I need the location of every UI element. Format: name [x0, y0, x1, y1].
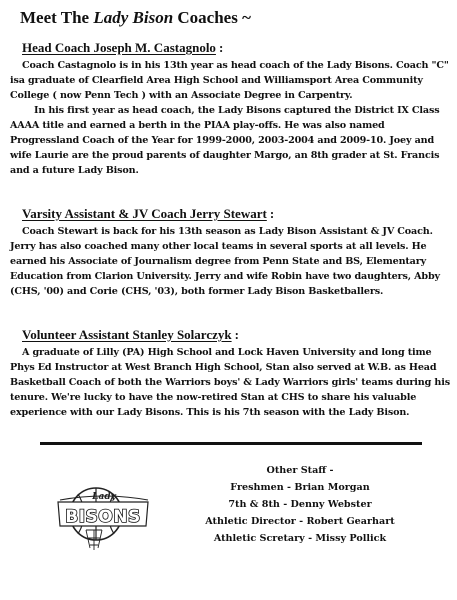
section-head-coach: [10, 40, 450, 178]
bio-paragraph: [10, 58, 450, 103]
section-heading: [22, 40, 450, 56]
section-volunteer-assistant: [10, 327, 450, 420]
bio-paragraph: [10, 103, 450, 178]
bio-paragraph: [10, 224, 450, 299]
other-staff-list: [170, 462, 430, 547]
title-italic: Lady Bison: [93, 8, 174, 27]
page-title: [20, 8, 251, 28]
logo-main-text: BISONS: [65, 507, 141, 527]
section-heading: [22, 327, 450, 343]
logo-script-text: Lady: [92, 492, 116, 502]
paragraph-text: In his first year as head coach, the Lady Bisons captured the District IX Class AAAA title and earned a berth in the PIAA play-offs. He was also named Progressland Coach of the Year for 1999-2000, 2003-2004 and 2009-10. Joey and wife Laurie are the proud parents of daughter Margo, an 8th grader at St. Francis and a future Lady Bison.: [10, 105, 440, 176]
other-staff-title: Other Staff -: [266, 465, 334, 476]
title-suffix: Coaches ~: [173, 8, 251, 27]
paragraph-text: Coach Castagnolo is in his 13th year as head coach of the Lady Bisons. Coach "C" isa graduate of Clearfield Area High School and Williamsport Area Community College ( now Penn Tech ) with an Associate Degree in Carpentry.: [10, 60, 449, 101]
bio-paragraph: [10, 345, 450, 420]
heading-colon: :: [218, 40, 224, 55]
heading-text: Volunteer Assistant Stanley Solarczyk: [22, 327, 232, 342]
staff-line: Athletic Scretary - Missy Pollick: [213, 533, 387, 544]
section-varsity-assistant: [10, 206, 450, 299]
staff-line: Athletic Director - Robert Gearhart: [205, 516, 395, 527]
heading-text: Head Coach Joseph M. Castagnolo: [22, 40, 216, 55]
paragraph-text: Coach Stewart is back for his 13th season as Lady Bison Assistant & JV Coach. Jerry has also coached many other local teams in several sports at all levels. He earned his Associate of Journalism degree from Penn State and BS, Elementary Education from Clarion University. Jerry and wife Robin have two daughters, Abby (CHS, '00) and Corie (CHS, '03), both former Lady Bison Basketballers.: [10, 226, 440, 297]
staff-line: 7th & 8th - Denny Webster: [228, 499, 372, 510]
paragraph-text: A graduate of Lilly (PA) High School and Lock Haven University and long time Phys Ed Instructor at West Branch High School, Stan also served at W.B. as Head Basketball Coach of both the Warriors boys' & Lady Warriors girls' teams during his tenure. We're lucky to have the now-retired Stan at CHS to share his valuable experience with our Lady Bisons. This is his 7th season with the Lady Bison.: [10, 347, 450, 418]
section-heading: [22, 206, 450, 222]
heading-colon: :: [269, 206, 275, 221]
divider-rule: [40, 442, 422, 445]
title-prefix: Meet The: [20, 8, 94, 27]
heading-text: Varsity Assistant & JV Coach Jerry Stewart: [22, 206, 267, 221]
heading-colon: :: [234, 327, 239, 342]
staff-line: Freshmen - Brian Morgan: [230, 482, 370, 493]
lady-bisons-logo: [56, 482, 152, 554]
